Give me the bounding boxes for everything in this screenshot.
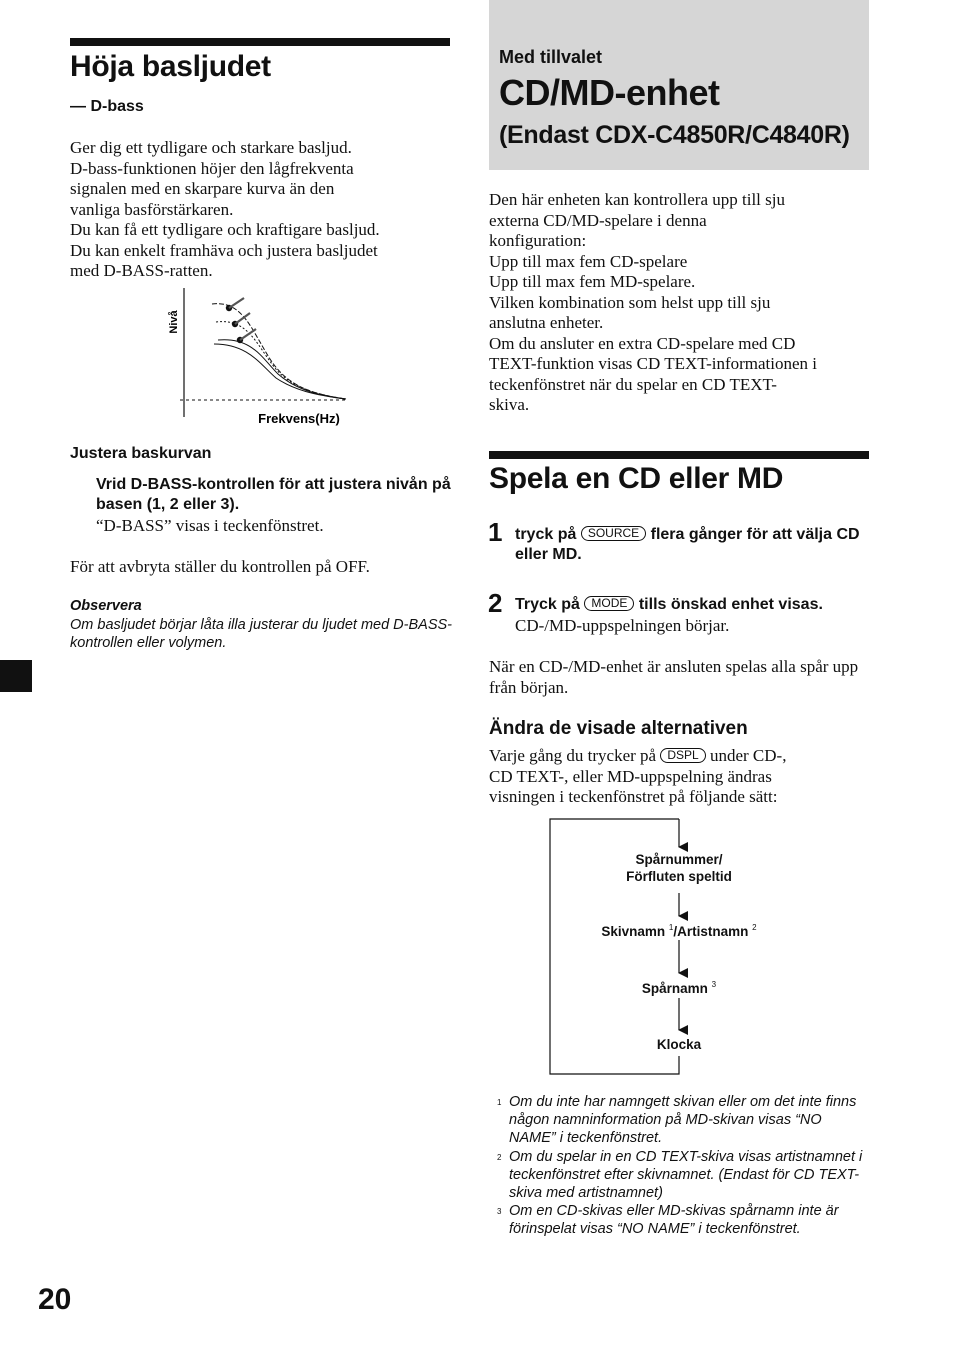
footnote-2: Om du spelar in en CD TEXT-skiva visas artistnamnet i teckenfönstret efter skivnamnet. (Endast för CD TEXT-skiva med artistnamnet) <box>509 1149 863 1202</box>
curve-level-2 <box>216 322 346 399</box>
section-subheading-dbass: — D-bass <box>70 98 144 115</box>
step-1-text: tryck på SOURCE flera gånger för att välja CD eller MD. <box>515 526 860 563</box>
note-title: Observera <box>70 598 142 614</box>
change-display-heading: Ändra de visade alternativen <box>489 718 748 739</box>
curve-handle-1 <box>240 329 256 340</box>
adjust-step-text: Vrid D-BASS-kontrollen för att justera nivån på basen (1, 2 eller 3). <box>96 476 451 513</box>
page-number: 20 <box>38 1283 72 1316</box>
adjust-step-note: “D-BASS” visas i teckenfönstret. <box>96 516 324 535</box>
flow-item-clock: Klocka <box>656 1037 702 1052</box>
curve-level-1 <box>218 340 346 399</box>
option-header-title: CD/MD-enhet <box>499 72 720 113</box>
section-rule-right <box>489 451 869 459</box>
section-rule-left <box>70 38 450 46</box>
source-key-icon: SOURCE <box>581 526 646 541</box>
step-number-1: 1 <box>488 517 503 547</box>
step-2-text: Tryck på MODE tills önskad enhet visas. <box>515 596 823 613</box>
step-number-2: 2 <box>488 588 503 618</box>
display-cycle-diagram <box>540 816 820 1078</box>
footnote-3: Om en CD-skivas eller MD-skivas spårnamn inte är förinspelat visas “NO NAME” i teckenfönstret. <box>509 1203 839 1238</box>
intro-paragraph-cdmd: Den här enheten kan kontrollera upp till sju externa CD/MD-spelare i denna konfiguration: Upp till max fem CD-spelare Upp till max fem MD-spelare. Vilken kombination som helst upp till sju anslutna enheter. Om du ansluter en extra CD-spelare med CD TEXT-funktion visas CD TEXT-informationen i teckenfönstret när du spelar en CD TEXT- skiva. <box>489 190 818 414</box>
chart-y-label: Nivå <box>168 310 180 334</box>
chapter-tab-marker <box>0 660 32 692</box>
mode-key-icon: MODE <box>584 596 634 611</box>
connected-paragraph: När en CD-/MD-enhet är ansluten spelas alla spår upp från början. <box>489 657 859 697</box>
cancel-text: För att avbryta ställer du kontrollen på OFF. <box>70 557 370 576</box>
section-heading-play: Spela en CD eller MD <box>489 462 784 495</box>
note-text: Om basljudet börjar låta illa justerar du ljudet med D-BASS-kontrollen eller volymen. <box>70 617 452 651</box>
footnote-mark-2: 2 <box>497 1153 502 1162</box>
curve-level-3 <box>212 304 346 399</box>
option-header-model: (Endast CDX-C4850R/C4840R) <box>499 121 850 149</box>
dspl-key-icon: DSPL <box>660 748 705 763</box>
step-2-note: CD-/MD-uppspelningen börjar. <box>515 616 730 635</box>
option-header-subtitle: Med tillvalet <box>499 47 603 67</box>
footnote-1: Om du inte har namngett skivan eller om det inte finns någon namninformation på MD-skivan visas “NO NAME” i teckenfönstret. <box>509 1094 857 1147</box>
adjust-heading: Justera baskurvan <box>70 445 212 462</box>
section-heading-bass: Höja basljudet <box>70 50 271 83</box>
footnote-mark-3: 3 <box>497 1207 502 1216</box>
curve-handle-3 <box>229 298 244 308</box>
chart-x-label: Frekvens(Hz) <box>258 411 340 426</box>
flow-item-track-name: Spårnamn $^3$ <box>641 980 717 996</box>
change-display-paragraph: Varje gång du trycker på DSPL under CD-, CD TEXT-, eller MD-uppspelning ändras visningen i teckenfönstret på följande sätt: <box>489 746 787 806</box>
flow-item-disc-artist: Skivnamn $^1$/Artistnamn $^2$ <box>601 923 757 939</box>
flow-item-track-time: Spårnummer/ Förfluten speltid <box>626 852 732 884</box>
footnote-mark-1: 1 <box>497 1098 502 1107</box>
dbass-curve-diagram <box>160 282 360 432</box>
intro-paragraph-bass: Ger dig ett tydligare och starkare basljud. D-bass-funktionen höjer den lågfrekventa signalen med en skarpare kurva än den vanliga basförstärkaren. Du kan få ett tydligare och kraftigare basljud. Du kan enkelt framhäva och justera basljudet med D-BASS-ratten. <box>70 138 380 280</box>
